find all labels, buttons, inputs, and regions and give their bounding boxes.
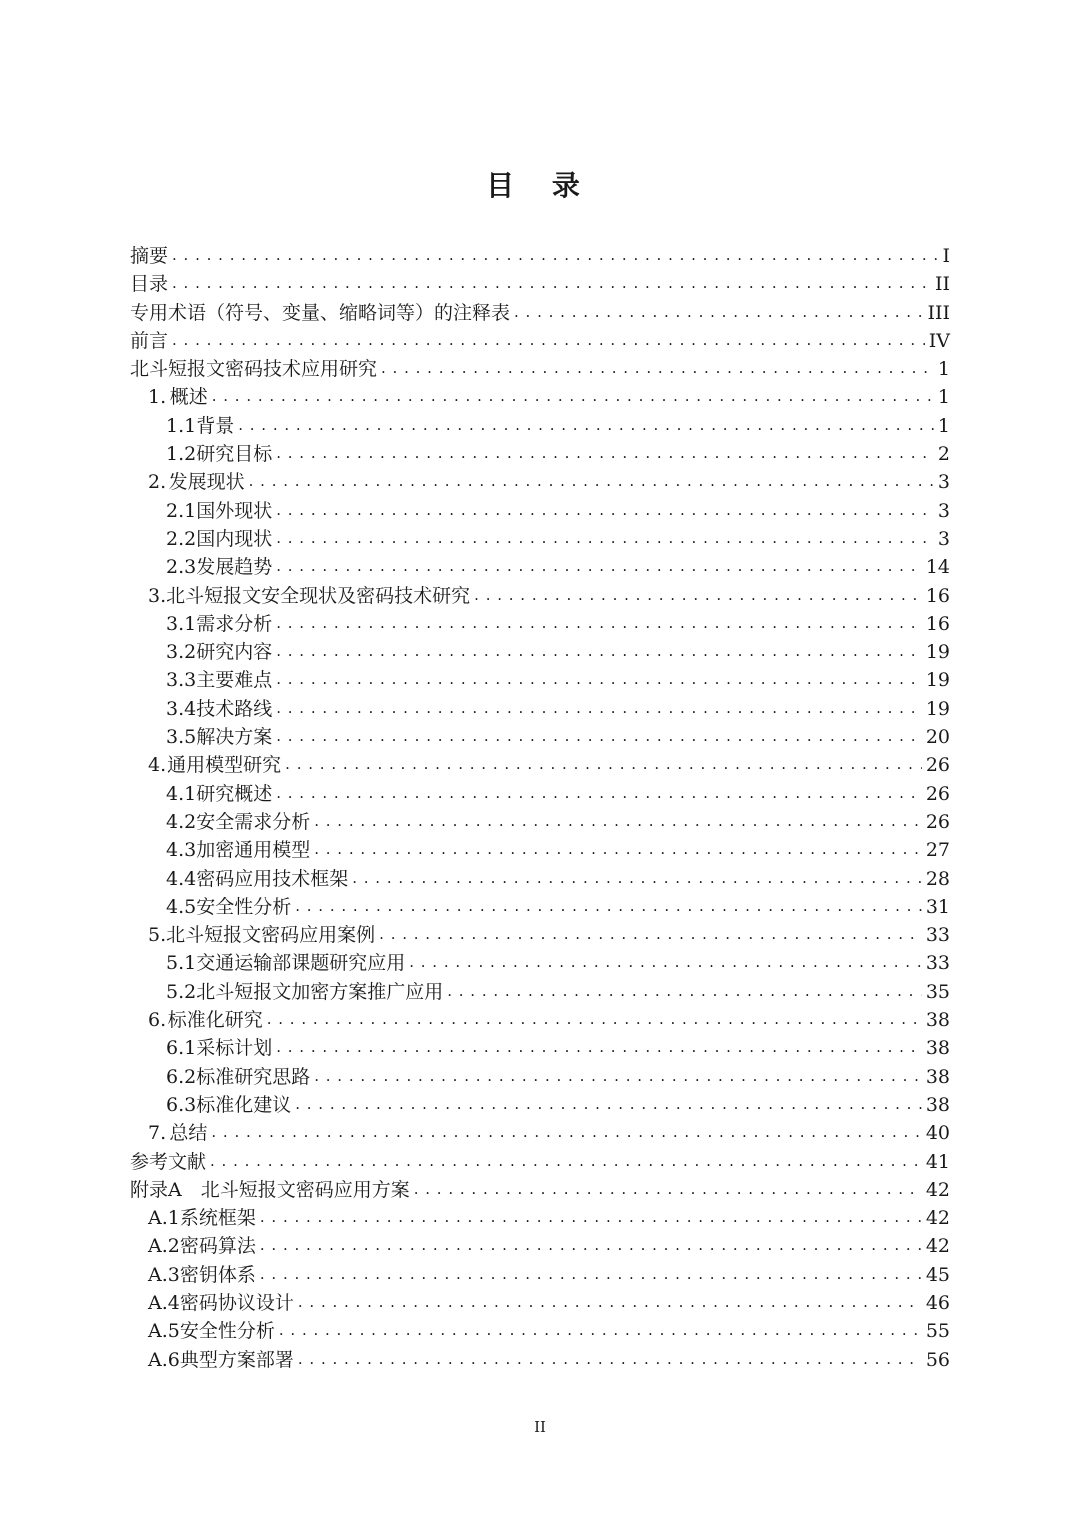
toc-entry-page: 38 xyxy=(925,1093,950,1116)
toc-entry-number: 5.2 xyxy=(166,980,197,1003)
toc-entry-number: 1.2 xyxy=(166,443,197,466)
toc-entry-page: 3 xyxy=(937,471,950,494)
toc-entry[interactable] xyxy=(130,1091,950,1119)
toc-entry-number: A.4 xyxy=(148,1291,180,1314)
toc-entry-number: 4.4 xyxy=(166,867,197,890)
dot-leader xyxy=(276,438,934,467)
dot-leader xyxy=(285,749,922,778)
toc-entry-label: 前言 xyxy=(130,329,169,352)
toc-entry-page: 42 xyxy=(925,1235,950,1258)
toc-entry[interactable] xyxy=(130,610,950,638)
toc-entry-label: 研究概述 xyxy=(196,782,273,805)
toc-entry[interactable] xyxy=(130,383,950,411)
toc-entry-page: 2 xyxy=(937,443,950,466)
toc-entry-page: 26 xyxy=(925,810,950,833)
toc-entry-label: 北斗短报文密码应用案例 xyxy=(166,924,376,947)
toc-entry[interactable] xyxy=(130,836,950,864)
dot-leader xyxy=(276,495,934,524)
dot-leader xyxy=(276,551,922,580)
toc-entry-page: I xyxy=(942,245,950,267)
toc-entry-page: 28 xyxy=(925,867,950,890)
toc-entry-number: 6. xyxy=(148,1009,167,1032)
dot-leader xyxy=(249,466,934,495)
toc-entry-label: 交通运输部课题研究应用 xyxy=(196,952,406,975)
toc-entry-page: 46 xyxy=(925,1291,950,1314)
dot-leader xyxy=(352,863,922,892)
toc-entry[interactable] xyxy=(130,355,950,383)
toc-entry-page: III xyxy=(927,301,950,324)
toc-entry-number: A.6 xyxy=(148,1348,180,1371)
toc-entry-number: A.3 xyxy=(148,1263,180,1286)
toc-entry[interactable] xyxy=(130,1261,950,1289)
dot-leader xyxy=(414,1174,922,1203)
toc-entry[interactable] xyxy=(130,1346,950,1374)
toc-entry[interactable] xyxy=(130,1232,950,1260)
toc-entry[interactable] xyxy=(130,893,950,921)
dot-leader xyxy=(276,721,922,750)
toc-entry[interactable] xyxy=(130,1176,950,1204)
toc-entry-label: 背景 xyxy=(196,414,235,437)
toc-entry-page: 19 xyxy=(925,697,950,720)
toc-entry[interactable] xyxy=(130,242,950,270)
toc-entry[interactable] xyxy=(130,638,950,666)
toc-entry-number: 2.3 xyxy=(166,556,197,579)
toc-entry[interactable] xyxy=(130,299,950,327)
toc-entry-label: 参考文献 xyxy=(130,1150,207,1173)
toc-entry-label: 通用模型研究 xyxy=(167,754,282,777)
toc-entry[interactable] xyxy=(130,666,950,694)
toc-entry[interactable] xyxy=(130,525,950,553)
toc-entry[interactable] xyxy=(130,440,950,468)
toc-entry-label: 标准化研究 xyxy=(167,1009,263,1032)
toc-entry[interactable] xyxy=(130,553,950,581)
toc-entry-label: 加密通用模型 xyxy=(196,839,311,862)
toc-entry-label: 北斗短报文加密方案推广应用 xyxy=(196,980,444,1003)
toc-entry-page: 42 xyxy=(925,1178,950,1201)
toc-entry-page: 40 xyxy=(925,1122,950,1145)
toc-entry-number: 2.2 xyxy=(166,527,197,550)
dot-leader xyxy=(298,1344,922,1373)
dot-leader xyxy=(276,1032,922,1061)
dot-leader xyxy=(276,523,934,552)
toc-entry-label: 安全性分析 xyxy=(196,895,292,918)
toc-entry[interactable] xyxy=(130,1204,950,1232)
toc-entry[interactable] xyxy=(130,327,950,355)
toc-entry[interactable] xyxy=(130,921,950,949)
toc-entry[interactable] xyxy=(130,1119,950,1147)
toc-entry-label: 北斗短报文安全现状及密码技术研究 xyxy=(166,584,471,607)
toc-entry-number: 4.1 xyxy=(166,782,197,805)
dot-leader xyxy=(295,891,922,920)
toc-entry-label: 研究内容 xyxy=(196,641,273,664)
toc-entry-number: 3.4 xyxy=(166,697,197,720)
toc-entry-page: 19 xyxy=(925,641,950,664)
dot-leader xyxy=(260,1259,922,1288)
toc-entry-number: 4.2 xyxy=(166,810,197,833)
toc-entry[interactable] xyxy=(130,582,950,610)
toc-entry-number: 5.1 xyxy=(166,952,197,975)
toc-entry-page: 1 xyxy=(937,358,950,381)
toc-entry-number: 1. xyxy=(148,386,167,409)
toc-entry-number: A.2 xyxy=(148,1235,180,1258)
dot-leader xyxy=(276,664,922,693)
toc-entry-page: 16 xyxy=(925,612,950,635)
toc-entry-number: 5. xyxy=(148,924,167,947)
toc-entry-label: 技术路线 xyxy=(196,697,273,720)
toc-entry-page: II xyxy=(934,273,950,296)
dot-leader xyxy=(212,381,934,410)
toc-entry-label: 标准化建议 xyxy=(196,1093,292,1116)
dot-leader xyxy=(172,325,925,354)
dot-leader xyxy=(172,268,931,297)
toc-entry-page: 38 xyxy=(925,1037,950,1060)
toc-entry-page: 27 xyxy=(925,839,950,862)
toc-entry-page: 1 xyxy=(937,386,950,409)
toc-entry-number: A.1 xyxy=(148,1207,180,1230)
dot-leader xyxy=(260,1202,922,1231)
toc-entry-page: 35 xyxy=(925,980,950,1003)
dot-leader xyxy=(211,1117,921,1146)
toc-entry-label: 典型方案部署 xyxy=(179,1348,294,1371)
toc-entry-number: 3.3 xyxy=(166,669,197,692)
toc-entry[interactable] xyxy=(130,412,950,440)
toc-entry-label: 附录A 北斗短报文密码应用方案 xyxy=(130,1178,410,1201)
toc-entry-number: 2. xyxy=(148,471,167,494)
toc-entry[interactable] xyxy=(130,1063,950,1091)
toc-entry-label: 概述 xyxy=(169,386,208,409)
toc-entry-label: 专用术语（符号、变量、缩略词等）的注释表 xyxy=(130,301,511,324)
dot-leader xyxy=(474,580,922,609)
dot-leader xyxy=(276,636,922,665)
toc-entry[interactable] xyxy=(130,270,950,298)
toc-entry-number: 6.3 xyxy=(166,1093,197,1116)
toc-entry[interactable] xyxy=(130,1006,950,1034)
toc-entry[interactable] xyxy=(130,1289,950,1317)
toc-entry-label: 安全需求分析 xyxy=(196,810,311,833)
dot-leader xyxy=(238,410,934,439)
table-of-contents xyxy=(130,242,950,1374)
toc-entry[interactable] xyxy=(130,865,950,893)
toc-entry-label: 研究目标 xyxy=(196,443,273,466)
toc-entry-page: 14 xyxy=(925,556,950,579)
toc-entry-label: 摘要 xyxy=(130,245,169,267)
toc-entry[interactable] xyxy=(130,497,950,525)
toc-entry-number: 4.5 xyxy=(166,895,197,918)
dot-leader xyxy=(314,806,922,835)
dot-leader xyxy=(276,693,922,722)
toc-entry-page: 45 xyxy=(925,1263,950,1286)
toc-entry-number: A.5 xyxy=(148,1320,180,1343)
toc-entry-page: 3 xyxy=(937,499,950,522)
toc-entry-number: 3.1 xyxy=(166,612,197,635)
toc-entry-page: 33 xyxy=(925,952,950,975)
toc-entry[interactable] xyxy=(130,949,950,977)
toc-entry[interactable] xyxy=(130,468,950,496)
toc-entry-page: 16 xyxy=(925,584,950,607)
toc-entry[interactable] xyxy=(130,723,950,751)
toc-entry-number: 1.1 xyxy=(166,414,197,437)
dot-leader xyxy=(260,1230,922,1259)
toc-entry-number: 6.2 xyxy=(166,1065,197,1088)
toc-entry-page: 38 xyxy=(925,1009,950,1032)
toc-entry-label: 采标计划 xyxy=(196,1037,273,1060)
toc-entry-label: 安全性分析 xyxy=(179,1320,275,1343)
toc-entry-label: 解决方案 xyxy=(196,726,273,749)
toc-entry-page: 41 xyxy=(925,1150,950,1173)
toc-entry-label: 密码算法 xyxy=(179,1235,256,1258)
dot-leader xyxy=(298,1287,922,1316)
toc-entry-page: 56 xyxy=(925,1348,950,1371)
toc-entry-number: 3. xyxy=(148,584,167,607)
toc-entry-page: 1 xyxy=(937,414,950,437)
toc-entry-number: 3.2 xyxy=(166,641,197,664)
toc-entry[interactable] xyxy=(130,808,950,836)
toc-entry[interactable] xyxy=(130,1034,950,1062)
page-number: II xyxy=(534,1418,546,1436)
dot-leader xyxy=(409,947,922,976)
toc-entry-label: 系统框架 xyxy=(179,1207,256,1230)
toc-entry-label: 总结 xyxy=(169,1122,208,1145)
toc-entry-label: 国内现状 xyxy=(196,527,273,550)
dot-leader xyxy=(447,976,922,1005)
toc-entry-number: 7. xyxy=(148,1122,167,1145)
toc-entry-page: 33 xyxy=(925,924,950,947)
dot-leader xyxy=(314,834,922,863)
toc-entry[interactable] xyxy=(130,1317,950,1345)
dot-leader xyxy=(314,1061,922,1090)
toc-entry-label: 发展现状 xyxy=(168,471,245,494)
toc-entry-number: 2.1 xyxy=(166,499,197,522)
dot-leader xyxy=(279,1315,922,1344)
toc-entry-label: 主要难点 xyxy=(196,669,273,692)
toc-entry-page: 19 xyxy=(925,669,950,692)
toc-entry-number: 4.3 xyxy=(166,839,197,862)
dot-leader xyxy=(381,353,934,382)
toc-entry-page: 26 xyxy=(925,782,950,805)
toc-entry-page: 20 xyxy=(925,726,950,749)
toc-entry[interactable] xyxy=(130,1148,950,1176)
dot-leader xyxy=(379,919,922,948)
toc-entry-label: 标准研究思路 xyxy=(196,1065,311,1088)
dot-leader xyxy=(267,1004,922,1033)
toc-entry-label: 北斗短报文密码技术应用研究 xyxy=(130,358,378,381)
toc-entry-label: 密码应用技术框架 xyxy=(196,867,349,890)
toc-entry-label: 国外现状 xyxy=(196,499,273,522)
toc-entry-number: 4. xyxy=(148,754,167,777)
toc-entry[interactable] xyxy=(130,695,950,723)
toc-entry-page: 42 xyxy=(925,1207,950,1230)
toc-entry-label: 密钥体系 xyxy=(179,1263,256,1286)
toc-entry-page: 38 xyxy=(925,1065,950,1088)
toc-entry-number: 6.1 xyxy=(166,1037,197,1060)
toc-entry-page: IV xyxy=(928,329,950,352)
toc-entry[interactable] xyxy=(130,780,950,808)
toc-entry-page: 26 xyxy=(925,754,950,777)
dot-leader xyxy=(514,297,923,326)
toc-entry-label: 发展趋势 xyxy=(196,556,273,579)
toc-entry-number: 3.5 xyxy=(166,726,197,749)
dot-leader xyxy=(276,608,922,637)
dot-leader xyxy=(172,240,938,269)
toc-entry-label: 密码协议设计 xyxy=(179,1291,294,1314)
toc-entry[interactable] xyxy=(130,978,950,1006)
toc-entry[interactable] xyxy=(130,751,950,779)
toc-entry-page: 3 xyxy=(937,527,950,550)
dot-leader xyxy=(276,778,922,807)
toc-entry-page: 55 xyxy=(925,1320,950,1343)
dot-leader xyxy=(295,1089,922,1118)
toc-entry-label: 目录 xyxy=(130,273,169,296)
toc-entry-label: 需求分析 xyxy=(196,612,273,635)
toc-entry-page: 31 xyxy=(925,895,950,918)
dot-leader xyxy=(210,1146,922,1175)
page-title: 目 录 xyxy=(486,169,594,202)
